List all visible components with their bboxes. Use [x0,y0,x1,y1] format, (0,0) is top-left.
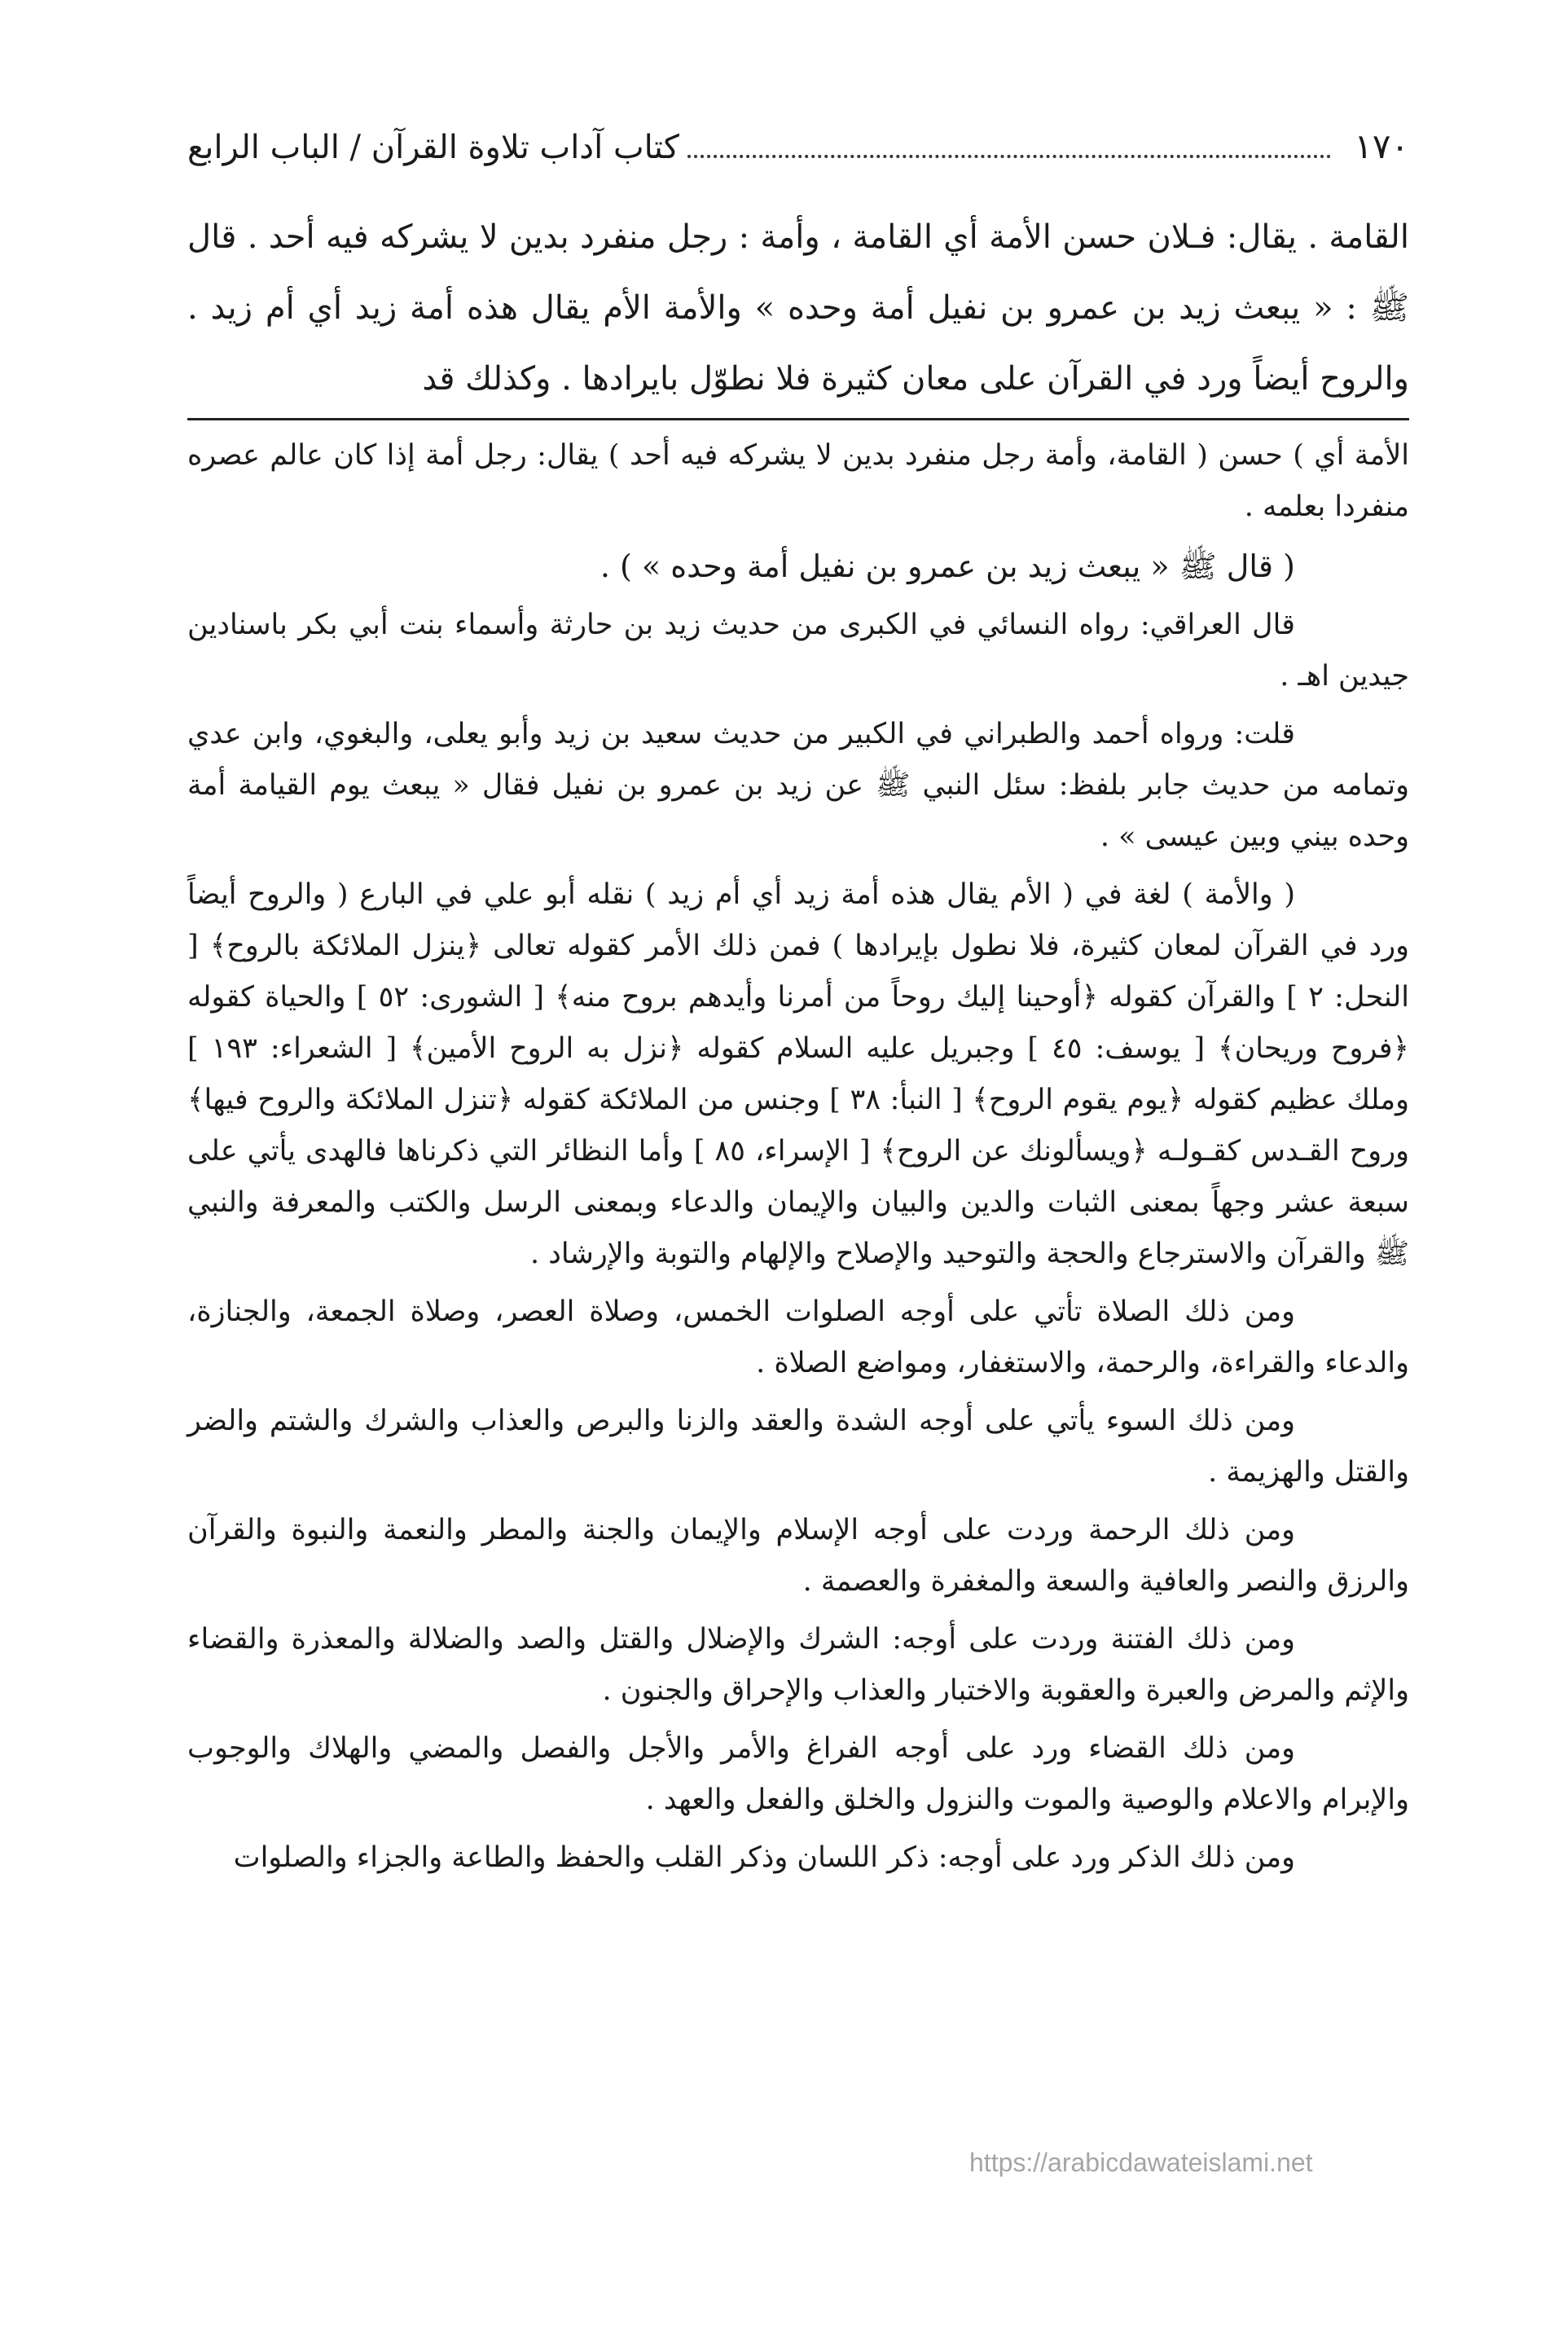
commentary-paragraph-2: ( قال ﷺ « يبعث زيد بن عمرو بن نفيل أمة وحده » ) . [600,548,1295,584]
commentary-paragraph-6: ومن ذلك الصلاة تأتي على أوجه الصلوات الخمس، وصلاة العصر، وصلاة الجمعة، والجنازة، والدعاء والقراءة، والرحمة، والاستغفار، ومواضع الصلاة . [187,1295,1409,1379]
commentary-paragraph-7: ومن ذلك السوء يأتي على أوجه الشدة والعقد والزنا والبرص والعذاب والشرك والشتم والضر والقتل والهزيمة . [187,1405,1409,1489]
commentary-paragraph-9: ومن ذلك الفتنة وردت على أوجه: الشرك والإضلال والقتل والصد والضلالة والمعذرة والقضاء والإثم والمرض والعبرة والعقوبة والاختبار والعذاب والإحراق والجنون . [187,1623,1409,1707]
header-title: كتاب آداب تلاوة القرآن / الباب الرابع [187,129,679,166]
header-leader-dots [687,155,1331,158]
page-number: ١٧٠ [1354,126,1409,166]
commentary-paragraph-3: قال العراقي: رواه النسائي في الكبرى من حديث زيد بن حارثة وأسماء بنت أبي بكر باسنادين جيدين اهـ . [187,609,1409,693]
running-header [187,122,1409,171]
book-page [187,122,1409,1890]
source-watermark: https://arabicdawateislami.net [969,2148,1313,2177]
commentary-paragraph-1: الأمة أي ) حسن ( القامة، وأمة رجل منفرد بدين لا يشركه فيه أحد ) يقال: رجل أمة إذا كان عالم عصره منفردا بعلمه . [187,439,1409,523]
main-text: القامة . يقال: فـلان حسن الأمة أي القامة ، وأمة : رجل منفرد بدين لا يشركه فيه أحد . قال ﷺ : « يبعث زيد بن عمرو بن نفيل أمة وحده » والأمة الأم يقال هذه أمة زيد أي أم زيد . والروح أيضاً ورد في القرآن على معان كثيرة فلا نطوّل بايرادها . وكذلك قد [187,218,1409,398]
commentary-paragraph-10: ومن ذلك القضاء ورد على أوجه الفراغ والأمر والأجل والفصل والمضي والهلاك والوجوب والإبرام والاعلام والوصية والموت والنزول والخلق والفعل والعهد . [187,1732,1409,1816]
commentary-paragraph-8: ومن ذلك الرحمة وردت على أوجه الإسلام والإيمان والجنة والمطر والنعمة والنبوة والقرآن والرزق والنصر والعافية والسعة والمغفرة والعصمة . [187,1514,1409,1598]
commentary-paragraph-11: ومن ذلك الذكر ورد على أوجه: ذكر اللسان وذكر القلب والحفظ والطاعة والجزاء والصلوات [233,1841,1295,1874]
footnote-divider [187,418,1409,420]
commentary-section [187,430,1409,1884]
commentary-paragraph-5: ( والأمة ) لغة في ( الأم يقال هذه أمة زيد أي أم زيد ) نقله أبو علي في البارع ( والروح أيضاً ورد في القرآن لمعان كثيرة، فلا نطول بإيرادها ) فمن ذلك الأمر كقوله تعالى ﴿ينزل الملائكة بالروح﴾ [ النحل: ٢ ] والقرآن كقوله ﴿أوحينا إليك روحاً من أمرنا وأيدهم بروح منه﴾ [ الشورى: ٥٢ ] والحياة كقوله ﴿فروح وريحان﴾ [ يوسف: ٤٥ ] وجبريل عليه السلام كقوله ﴿نزل به الروح الأمين﴾ [ الشعراء: ١٩٣ ] وملك عظيم كقوله ﴿يوم يقوم الروح﴾ [ النبأ: ٣٨ ] وجنس من الملائكة كقوله ﴿تنزل الملائكة والروح فيها﴾ وروح القـدس كقـولـه ﴿ويسألونك عن الروح﴾ [ الإسراء، ٨٥ ] وأما النظائر التي ذكرناها فالهدى يأتي على سبعة عشر وجهاً بمعنى الثبات والدين والبيان والإيمان والدعاء وبمعنى الرسل والكتب والمعرفة والنبي ﷺ والقرآن والاسترجاع والحجة والتوحيد والإصلاح والإلهام والتوبة والإرشاد . [187,878,1410,1270]
commentary-paragraph-4: قلت: ورواه أحمد والطبراني في الكبير من حديث سعيد بن زيد وأبو يعلى، والبغوي، وابن عدي وتمامه من حديث جابر بلفظ: سئل النبي ﷺ عن زيد بن عمرو بن نفيل فقال « يبعث يوم القيامة أمة وحده بيني وبين عيسى » . [187,718,1409,853]
